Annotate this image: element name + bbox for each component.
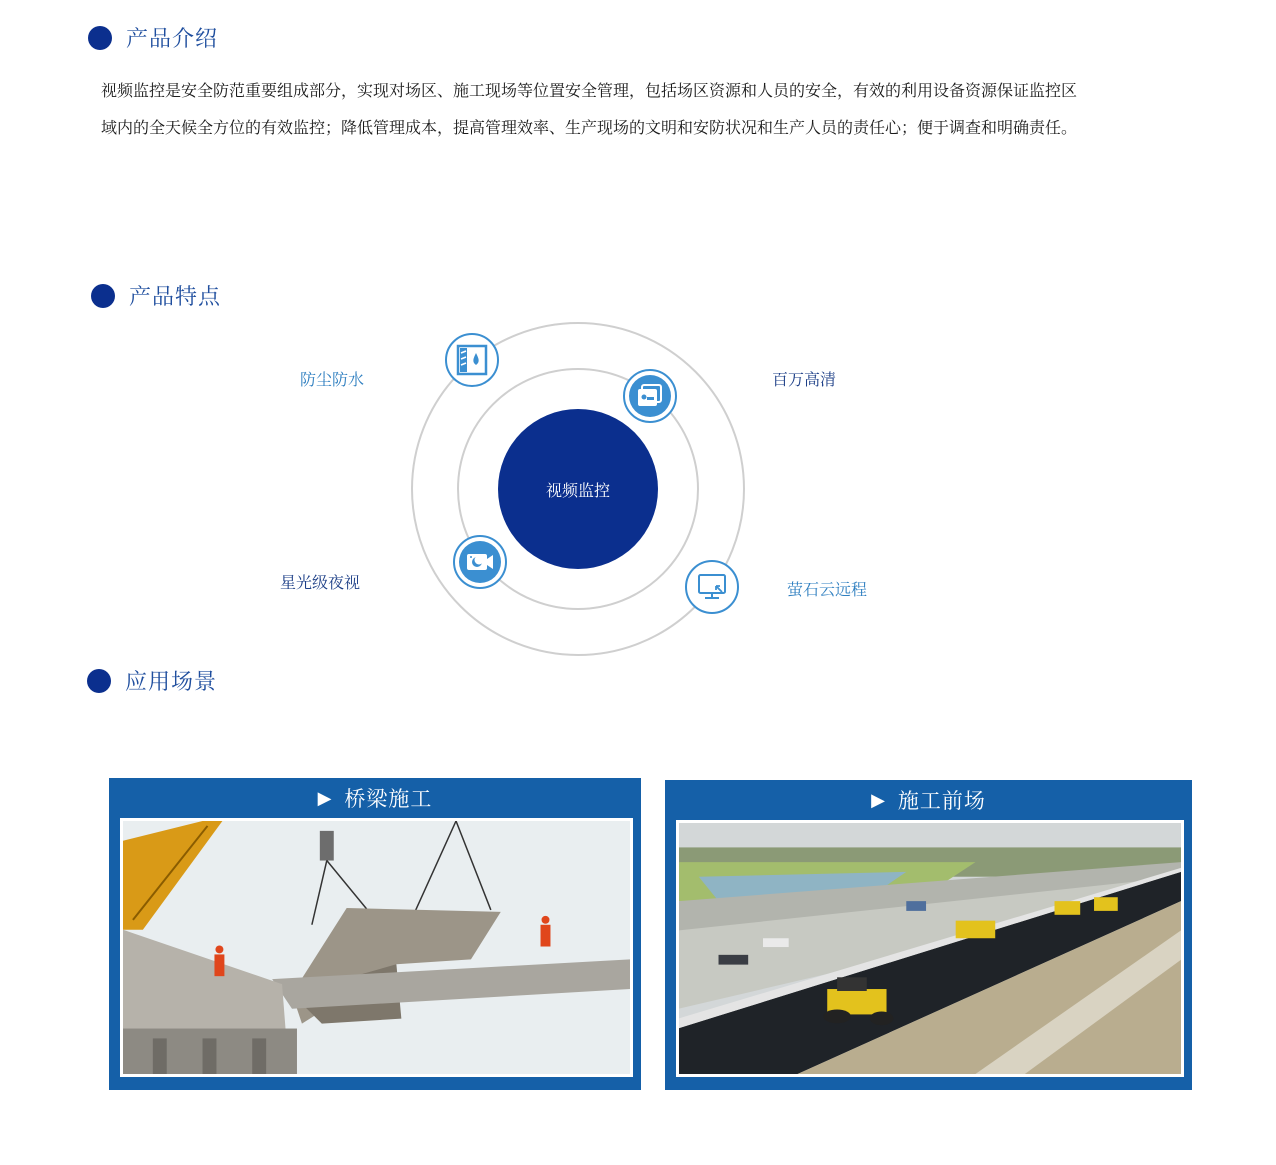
hd-image-icon [623, 369, 677, 423]
scene-card-title: 桥梁施工 [344, 787, 433, 811]
center-label: 视频监控 [545, 480, 610, 500]
features-heading [91, 280, 221, 311]
scene-card-header [109, 778, 641, 818]
play-triangle-icon: ▶ [317, 787, 333, 809]
features-title: 产品特点 [129, 285, 222, 310]
feature-label-dust-water: 防尘防水 [300, 370, 365, 389]
scene-card-road [665, 780, 1192, 1090]
intro-title: 产品介绍 [126, 27, 219, 52]
play-triangle-icon: ▶ [871, 789, 886, 811]
scene-card-title: 施工前场 [897, 789, 986, 813]
remote-monitor-icon [685, 560, 739, 614]
center-circle [498, 409, 658, 569]
scene-card-bridge [109, 778, 641, 1090]
intro-heading [88, 22, 218, 53]
dust-water-proof-icon [445, 333, 499, 387]
feature-label-night-vision: 星光级夜视 [280, 573, 361, 592]
bridge-construction-photo [120, 818, 633, 1077]
intro-body: 视频监控是安全防范重要组成部分，实现对场区、施工现场等位置安全管理，包括场区资源和人员的安全，有效的利用设备资源保证监控区域内的全天候全方位的有效监控；降低管理成本，提高管理效率、生产现场的文明和安防状况和生产人员的责任心；便于调查和明确责任。 [101, 81, 1078, 137]
bullet-dot-icon [88, 26, 112, 50]
scenes-title: 应用场景 [125, 670, 218, 695]
scenes-heading [87, 665, 217, 696]
feature-label-cloud-remote: 萤石云远程 [787, 580, 868, 599]
feature-label-hd: 百万高清 [772, 370, 837, 389]
night-camera-icon [453, 535, 507, 589]
bullet-dot-icon [91, 284, 115, 308]
road-construction-photo [676, 820, 1184, 1077]
bullet-dot-icon [87, 669, 111, 693]
scene-card-header [665, 780, 1192, 820]
